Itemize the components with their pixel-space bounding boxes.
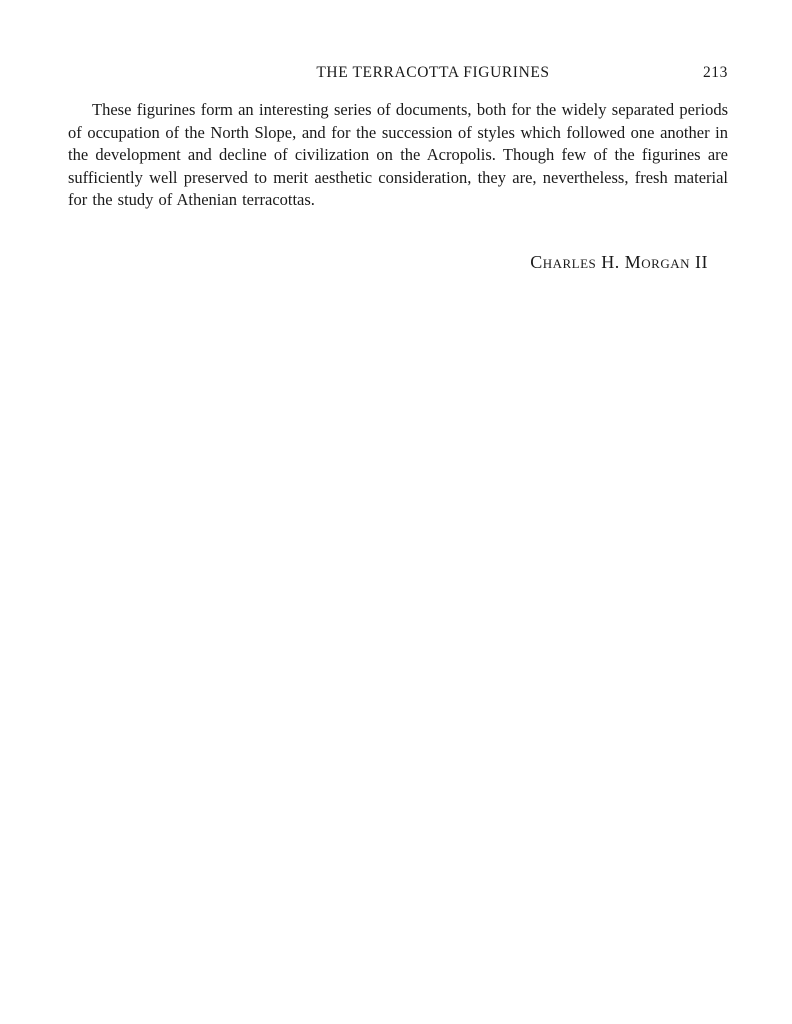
running-head: [68, 64, 728, 88]
page-number: 213: [702, 64, 728, 81]
body-paragraph: These figurines form an interesting series of documents, both for the widely separated periods of occupation of the North Slope, and for the succession of styles which followed one another in the development and decline of civilization on the Acropolis. Though few of the figurines are sufficiently well preserved to merit aesthetic consideration, they are, nevertheless, fresh material for the study of Athenian terracottas.: [68, 100, 728, 209]
author-signature: Charles H. Morgan II: [530, 252, 708, 272]
running-title: THE TERRACOTTA FIGURINES: [316, 64, 550, 81]
